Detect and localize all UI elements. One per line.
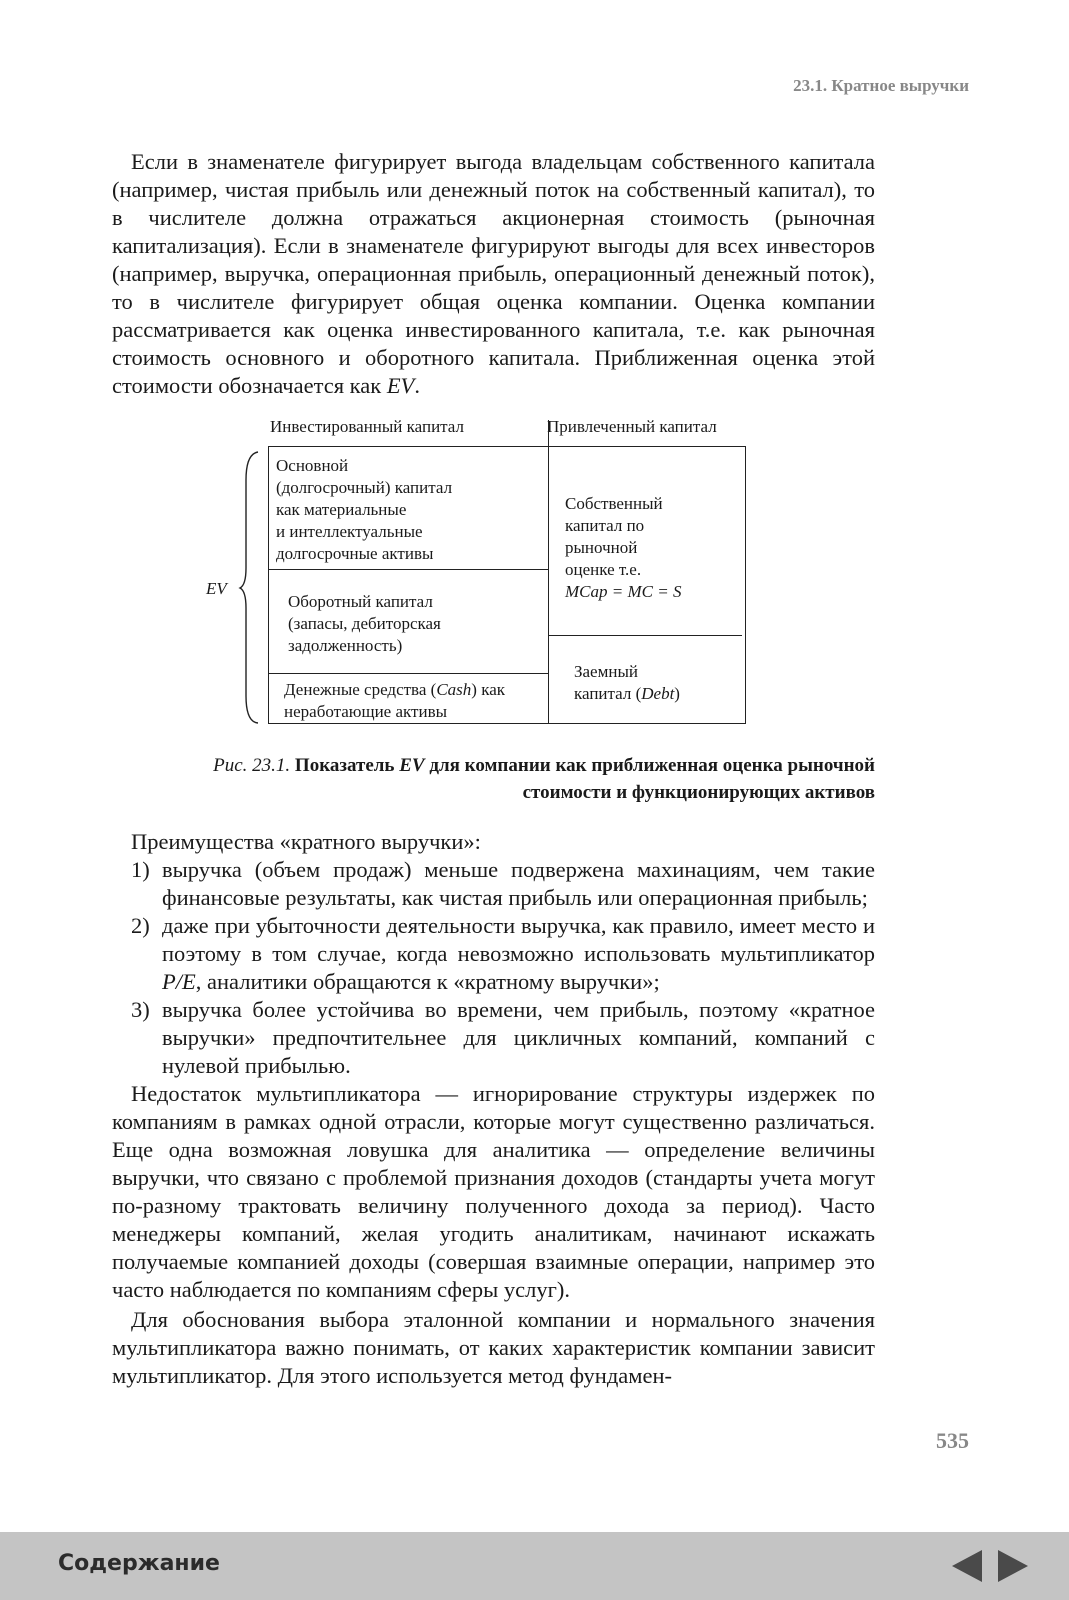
fixed-capital-cell [276, 455, 452, 565]
equity-line: оценке т.е. [565, 560, 642, 579]
list-text: выручка (объем продаж) меньше подвержена махинациям, чем такие финансовые результаты, как чистая прибыль или операционная прибыль; [162, 857, 875, 910]
list-item [112, 912, 875, 996]
debt-cell [574, 661, 680, 705]
row-divider-1 [268, 569, 549, 570]
equity-line: капитал по [565, 516, 645, 535]
paragraph-2: Недостаток мультипликатора — игнорирование структуры издержек по компаниям в рамках одной отрасли, которые могут существенно различаться. Еще одна возможная ловушка для аналитика — определение величины выручки, что связано с проблемой признания доходов (стандарты учета могут по-разному трактовать величину полученного дохода за период). Часто менеджеры компаний, желая угодить аналитикам, начинают искажать получаемые компанией доходы (совершая взаимные операции, например это часто наблюдается по компаниям сферы услуг). [112, 1081, 875, 1302]
working-capital-line: задолженность) [288, 636, 403, 655]
caption-label: Рис. 23.1. [213, 755, 291, 776]
paragraph-1 [112, 148, 875, 400]
column-divider [548, 446, 549, 724]
fixed-capital-line: Основной [276, 456, 349, 475]
equity-cell [565, 493, 681, 603]
ev-brace [238, 450, 262, 725]
equity-line: рыночной [565, 538, 638, 557]
equity-line: Собственный [565, 494, 663, 513]
debt-line-1: Заемный [574, 662, 638, 681]
fixed-capital-line: долгосрочные активы [276, 544, 434, 563]
ev-label: EV [206, 579, 227, 598]
main-text-block [112, 828, 875, 1390]
list-text: даже при убыточности деятельности выручка, как правило, имеет место и поэтому в том случае, когда невозможно использовать мультипликатор P/E, аналитики обращаются к «кратному выручки»; [162, 913, 875, 994]
row-divider-right [548, 635, 742, 636]
caption-title-1: Показатель EV для компании как приближенная оценка рыночной [290, 755, 875, 776]
advantages-intro: Преимущества «кратного выручки»: [131, 829, 481, 854]
figure-ev-diagram [200, 417, 780, 745]
working-capital-line: Оборотный капитал [288, 592, 433, 611]
fixed-capital-line: как материальные [276, 500, 407, 519]
cash-line-2: неработающие активы [284, 702, 448, 721]
debt-line-2: капитал (Debt) [574, 684, 680, 703]
cash-cell [284, 679, 505, 723]
running-head: 23.1. Кратное выручки [793, 76, 969, 95]
page-number: 535 [936, 1428, 969, 1453]
header-divider [548, 420, 549, 446]
ev-term: EV [386, 373, 415, 398]
working-capital-cell [288, 591, 441, 657]
list-text: выручка более устойчива во времени, чем прибыль, поэтому «кратное выручки» предпочтительнее для цикличных компаний, компаний с нулевой прибылью. [162, 997, 875, 1078]
fixed-capital-line: и интеллектуальные [276, 522, 423, 541]
toc-link[interactable]: Содержание [58, 1551, 220, 1576]
next-page-icon[interactable] [998, 1550, 1028, 1582]
paragraph-1-text: Если в знаменателе фигурирует выгода владельцам собственного капитала (например, чистая прибыль или денежный поток на собственный капитал), то в числителе должна отражаться акционерная стоимость (рыночная капитализация). Если в знаменателе фигурируют выгоды для всех инвесторов (например, выручка, операционная прибыль, операционный денежный поток), то в числителе фигурирует общая оценка компании. Оценка компании рассматривается как оценка инвестированного капитала, т.е. как рыночная стоимость основного и оборотного капитала. Приближенная оценка этой стоимости обозначается как [112, 149, 875, 398]
prev-page-icon[interactable] [952, 1550, 982, 1582]
header-raised-capital: Привлеченный капитал [547, 417, 717, 436]
list-number: 3) [131, 997, 150, 1022]
list-number: 2) [131, 913, 150, 938]
paragraph-1-end: . [414, 373, 420, 398]
list-number: 1) [131, 857, 150, 882]
equity-formula: MCap = MC = S [565, 582, 682, 601]
fixed-capital-line: (долгосрочный) капитал [276, 478, 453, 497]
caption-title-2: стоимости и функционирующих активов [522, 782, 875, 803]
row-divider-2 [268, 673, 549, 674]
list-item [112, 996, 875, 1080]
cash-line-1: Денежные средства (Cash) как [284, 680, 505, 699]
working-capital-line: (запасы, дебиторская [288, 614, 441, 633]
header-invested-capital: Инвестированный капитал [270, 417, 464, 436]
paragraph-3: Для обоснования выбора эталонной компании и нормального значения мультипликатора важно понимать, от каких характеристик компании зависит мультипликатор. Для этого используется метод фундамен- [112, 1307, 875, 1388]
list-item [112, 856, 875, 912]
figure-caption [112, 752, 875, 806]
footer-nav-bar [0, 1532, 1069, 1600]
